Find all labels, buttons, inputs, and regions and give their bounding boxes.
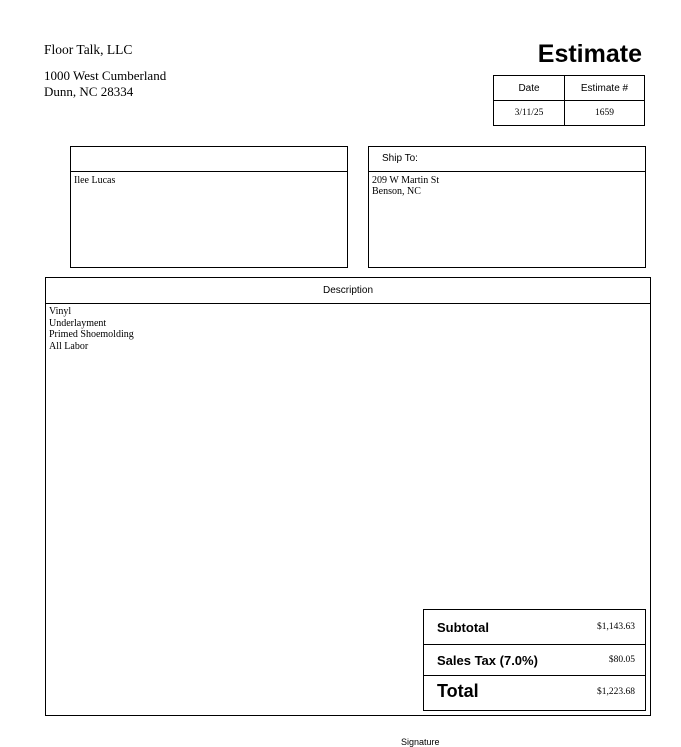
subtotal-row [424, 610, 645, 645]
company-name: Floor Talk, LLC [44, 42, 133, 57]
line-item: Primed Shoemolding [49, 329, 134, 340]
bill-to-name: Ilee Lucas [74, 175, 116, 186]
line-item: Underlayment [49, 317, 107, 329]
total-row [424, 676, 645, 710]
line-item: Vinyl [49, 306, 72, 317]
line-item: All Labor [49, 340, 89, 352]
company-address [44, 68, 166, 100]
ship-to-line1: 209 W Martin St [372, 175, 440, 186]
ship-to-label: Ship To: [382, 153, 418, 164]
description-header: Description [46, 278, 650, 304]
subtotal-value: $1,143.63 [597, 622, 635, 632]
sales-tax-value: $80.05 [608, 655, 635, 665]
ship-to-box [368, 146, 646, 268]
totals-box [423, 609, 646, 711]
sales-tax-row [424, 645, 645, 676]
company-address-line1: 1000 West Cumberland [44, 68, 167, 83]
estimate-meta-table [493, 75, 645, 126]
signature-label: Signature [401, 737, 440, 747]
estimate-number-header: Estimate # [565, 76, 644, 101]
subtotal-label: Subtotal [437, 620, 489, 635]
company-address-line2: Dunn, NC 28334 [44, 84, 134, 99]
date-value: 3/11/25 [494, 101, 565, 125]
document-title: Estimate [537, 40, 642, 68]
total-value: $1,223.68 [597, 687, 635, 697]
line-items [49, 306, 134, 352]
ship-to-line2: Benson, NC [372, 186, 421, 197]
ship-to-address [372, 175, 439, 197]
estimate-number-value: 1659 [595, 108, 614, 118]
sales-tax-label: Sales Tax (7.0%) [437, 653, 538, 668]
bill-to-box [70, 146, 348, 268]
total-label: Total [437, 681, 479, 701]
date-header: Date [494, 76, 565, 101]
ship-to-divider [369, 171, 645, 172]
bill-to-divider [71, 171, 347, 172]
